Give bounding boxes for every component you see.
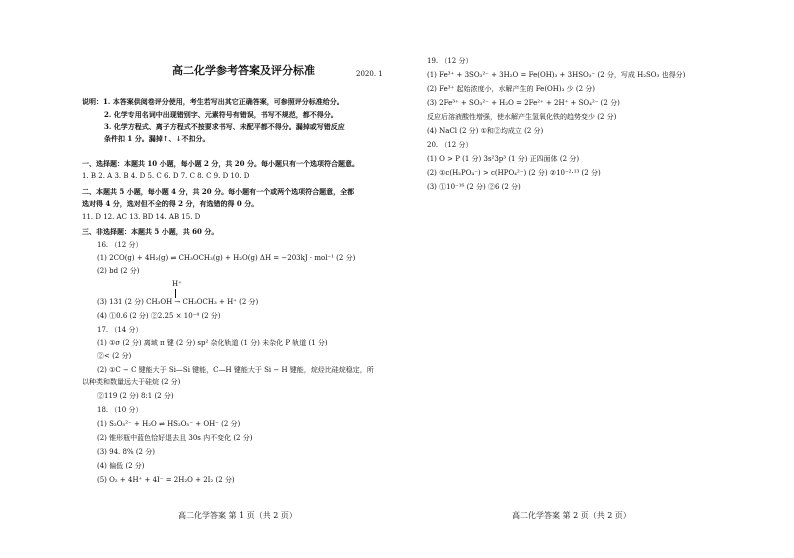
- section-2-heading-2: 选对得 4 分，选对但不全的得 2 分，有选错的得 0 分。: [82, 199, 259, 208]
- q17-2a: (2) ①C − C 键能大于 Si—Si 键能，C—H 键能大于 Si − H 键能，烷烃比硅烷稳定，所: [97, 366, 374, 374]
- section-2-heading-1: 二、本题共 5 小题，每小题 4 分，共 20 分。每小题有一个或两个选项符合题意，全都: [82, 187, 355, 196]
- section-1-heading: 一、选择题：本题共 10 小题，每小题 2 分，共 20 分。每小题只有一个选项符合题意。: [82, 159, 359, 168]
- note-4: 条件扣 1 分。漏掉↑、↓不扣分。: [104, 134, 210, 143]
- q17-heading: 17. （14 分）: [97, 326, 143, 334]
- q17-1: (1) ①σ (2 分) 离域 π 键 (2 分) sp² 杂化轨道 (1 分) 未杂化 P 轨道 (1 分): [97, 339, 328, 347]
- page-title: 高二化学参考答案及评分标准: [172, 64, 315, 77]
- q18-heading: 18. （10 分）: [97, 406, 143, 414]
- q18-1: (1) S₂O₅²⁻ + H₂O ⇌ HS₂O₅⁻ + OH⁻ (2 分): [97, 420, 241, 428]
- q19-1: (1) Fe³⁺ + 3SO₃²⁻ + 3H₂O = Fe(OH)₃ + 3HSO₃⁻ (2 分，写成 H₂SO₃ 也得分): [427, 71, 686, 79]
- date: 2020. 1: [356, 70, 383, 78]
- note-2: 2. 化学专用名词中出现错别字、元素符号有错误，书写不规范，都不得分。: [104, 110, 338, 119]
- q19-4: (4) NaCl (2 分) ①和②均成立 (2 分): [427, 127, 544, 135]
- footer-left: 高二化学答案 第 1 页（共 2 页）: [178, 511, 297, 520]
- q20-2: (2) ①c(H₂PO₄⁻) > c(HPO₄²⁻) (2 分) ②10⁻²·¹³ (2 分): [427, 169, 601, 177]
- q16-1: (1) 2CO(g) + 4H₂(g) ⇌ CH₃OCH₃(g) + H₂O(g) ΔH = −203kJ · mol⁻¹ (2 分): [97, 254, 356, 262]
- q20-heading: 20. （12 分）: [427, 141, 473, 149]
- q18-3: (3) 94. 8% (2 分): [97, 448, 155, 456]
- q19-2: (2) Fe³⁺ 起始浓度小，水解产生的 Fe(OH)₃ 少 (2 分): [427, 85, 596, 93]
- footer-right: 高二化学答案 第 2 页（共 2 页）: [512, 511, 631, 520]
- section-3-heading: 三、非选择题：本题共 5 小题，共 60 分。: [82, 227, 219, 236]
- q19-3b: 反应后溶液酸性增强，使水解产生氢氧化铁的趋势变少 (2 分): [427, 113, 617, 121]
- q16-3: (3) 131 (2 分) CH₃OH → CH₃OCH₃ + H⁺ (2 分): [97, 298, 259, 306]
- q20-1: (1) O > P (1 分) 3s²3p³ (1 分) 正四面体 (2 分): [427, 155, 580, 163]
- section-2-answers: 11. D 12. AC 13. BD 14. AB 15. D: [82, 213, 201, 221]
- q16-3-hplus: H⁺: [172, 280, 182, 288]
- note-1: 说明：1. 本答案供阅卷评分使用，考生若写出其它正确答案，可参照评分标准给分。: [82, 97, 344, 106]
- q20-3: (3) ①10⁻¹⁶ (2 分) ②6 (2 分): [427, 183, 521, 191]
- q16-heading: 16. （12 分）: [97, 241, 143, 249]
- q18-2: (2) 锥形瓶中蓝色恰好退去且 30s 内不变化 (2 分): [97, 434, 253, 442]
- q18-4: (4) 偏低 (2 分): [97, 462, 145, 470]
- section-1-answers: 1. B 2. A 3. B 4. D 5. C 6. D 7. C 8. C 9. D 10. D: [82, 172, 250, 180]
- q16-3-bond: [175, 289, 176, 298]
- q19-3: (3) 2Fe³⁺ + SO₃²⁻ + H₂O = 2Fe²⁺ + 2H⁺ + SO₄²⁻ (2 分): [427, 99, 620, 107]
- q18-5: (5) O₂ + 4H⁺ + 4I⁻ = 2H₂O + 2I₂ (2 分): [97, 476, 235, 484]
- q16-2: (2) bd (2 分): [97, 267, 140, 275]
- q19-heading: 19. （12 分）: [427, 57, 473, 65]
- q17-2b: 以种类和数量远大于硅烷 (2 分): [82, 378, 181, 386]
- q16-4: (4) ①0.6 (2 分) ②2.25 × 10⁻⁴ (2 分): [97, 312, 221, 320]
- q17-1b: ②< (2 分): [97, 352, 132, 360]
- note-3: 3. 化学方程式、离子方程式不按要求书写、未配平都不得分。漏掉或写错反应: [104, 122, 345, 131]
- q17-2c: ②119 (2 分) 8:1 (2 分): [97, 392, 174, 400]
